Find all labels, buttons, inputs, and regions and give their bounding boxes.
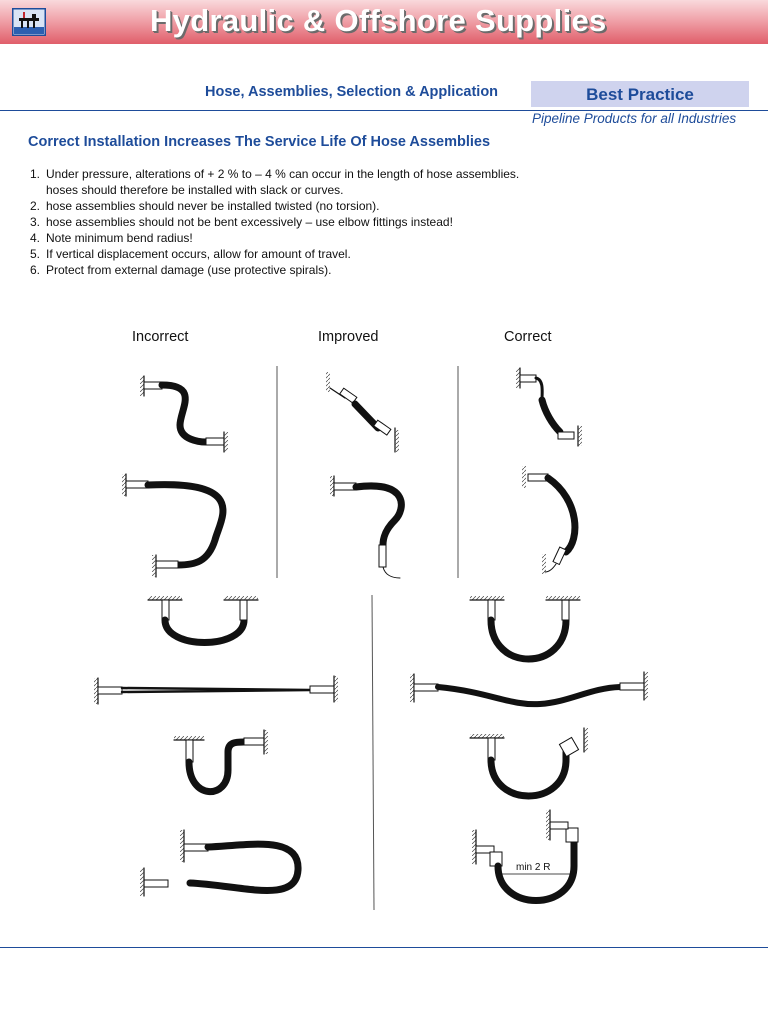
diagram-incorrect-s-bend — [174, 730, 268, 792]
diagram-correct-short-hose — [516, 368, 582, 446]
diagram-correct-u-bend — [470, 596, 580, 659]
column-heading-improved: Improved — [318, 329, 379, 345]
list-item-number: 4. — [30, 231, 41, 245]
list-item-text: Note minimum bend radius! — [46, 231, 193, 245]
list-item-continuation — [30, 182, 519, 198]
list-item-number: 5. — [30, 247, 41, 261]
column-divider — [372, 595, 374, 910]
diagram-incorrect-straight — [94, 676, 338, 704]
min-bend-radius-label: min 2 R — [516, 862, 551, 873]
header-banner — [0, 0, 768, 44]
company-logo-icon — [12, 8, 46, 36]
best-practice-label: Best Practice — [586, 85, 694, 104]
list-item — [30, 198, 519, 214]
list-item-text: Protect from external damage (use protective spirals). — [46, 263, 332, 277]
footer-divider — [0, 947, 768, 948]
diagram-correct-s-bend — [470, 728, 588, 796]
list-item — [30, 214, 519, 230]
list-item — [30, 230, 519, 246]
instruction-list — [30, 166, 519, 278]
list-item — [30, 262, 519, 278]
list-item-text: hose assemblies should never be installed twisted (no torsion). — [46, 199, 380, 213]
tagline: Pipeline Products for all Industries — [532, 111, 737, 126]
hose-installation-diagrams — [0, 350, 768, 940]
list-item — [30, 166, 519, 182]
diagram-incorrect-u-bend — [148, 596, 258, 643]
list-item — [30, 246, 519, 262]
diagram-correct-long-loop — [522, 466, 575, 574]
diagram-incorrect-large-loop — [140, 830, 298, 896]
diagram-correct-slack — [410, 672, 648, 704]
list-item-number: 3. — [30, 215, 41, 229]
document-subtitle: Hose, Assemblies, Selection & Application — [205, 84, 499, 100]
diagram-correct-min-bend-radius — [472, 810, 578, 901]
list-item-text: hoses should therefore be installed with slack or curves. — [46, 183, 344, 197]
diagram-incorrect-short-hose — [140, 376, 228, 452]
column-heading-incorrect: Incorrect — [132, 329, 189, 345]
list-item-number: 6. — [30, 263, 41, 277]
list-item-number: 1. — [30, 167, 41, 181]
diagram-improved-short-hose — [326, 372, 399, 452]
list-item-text: hose assemblies should not be bent excessively – use elbow fittings instead! — [46, 215, 453, 229]
list-item-number: 2. — [30, 199, 41, 213]
list-item-text: If vertical displacement occurs, allow for amount of travel. — [46, 247, 351, 261]
diagram-improved-long-loop — [330, 476, 401, 578]
best-practice-badge — [531, 81, 749, 107]
list-item-text: Under pressure, alterations of + 2 % to – 4 % can occur in the length of hose assemblies. — [46, 167, 520, 181]
section-title: Correct Installation Increases The Service Life Of Hose Assemblies — [28, 134, 491, 150]
diagram-incorrect-long-loop — [122, 474, 223, 577]
page-header-title: Hydraulic & Offshore Supplies — [150, 3, 607, 38]
column-heading-correct: Correct — [504, 329, 552, 345]
